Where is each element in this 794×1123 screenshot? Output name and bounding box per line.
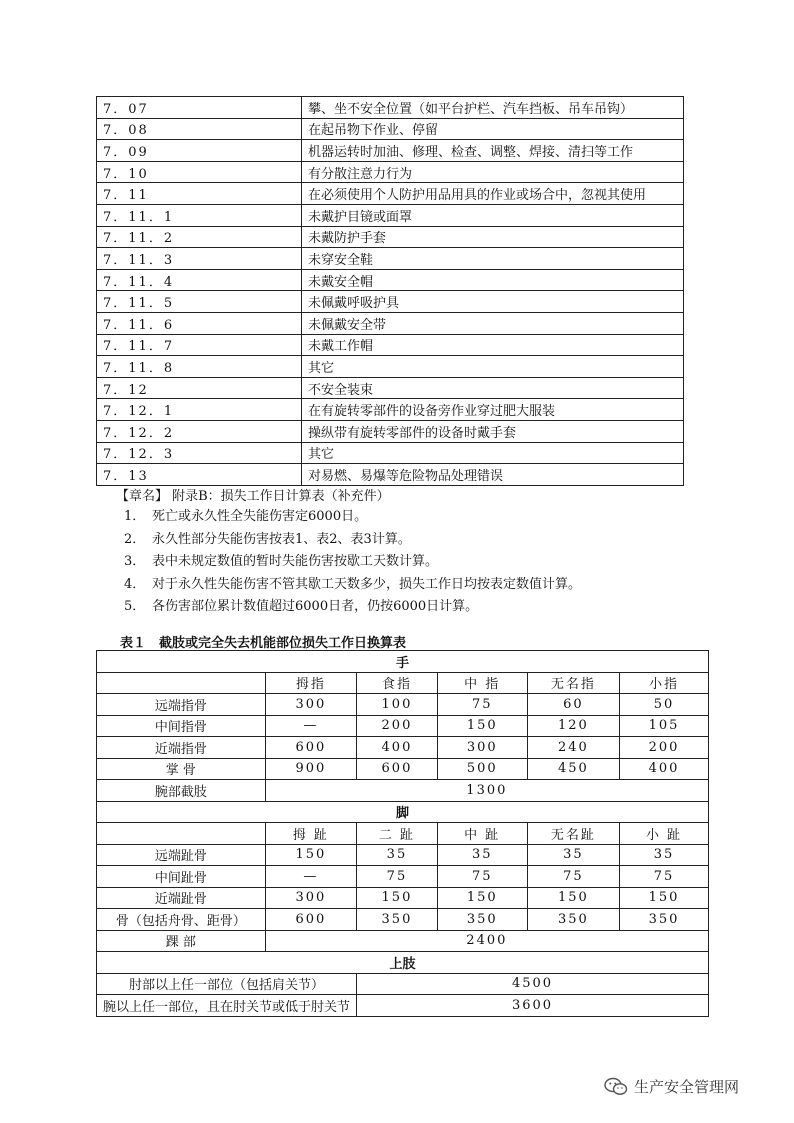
row-label-wrist: 腕部截肢	[97, 780, 266, 802]
row-label: 骨（包括舟骨、距骨）	[97, 909, 266, 931]
code-cell: 7．07	[97, 97, 302, 119]
value-cell: —	[265, 866, 356, 888]
note-item: 4． 对于永久性失能伤害不管其歇工天数多少，损失工作日均按表定数值计算。	[124, 576, 582, 592]
header-cell: 中 趾	[437, 823, 527, 845]
description-cell: 有分散注意力行为	[302, 161, 684, 183]
code-cell: 7．12．3	[97, 442, 302, 464]
value-cell: 600	[357, 758, 438, 780]
value-cell: 150	[357, 887, 438, 909]
description-cell: 未戴工作帽	[302, 334, 684, 356]
value-cell: 350	[357, 909, 438, 931]
row-label: 远端指骨	[97, 694, 266, 716]
table-row	[97, 118, 684, 140]
value-cell: 150	[527, 887, 620, 909]
table-row	[97, 204, 684, 226]
row-label-ankle: 踝 部	[97, 930, 266, 952]
header-cell: 拇 趾	[265, 823, 356, 845]
value-cell: 240	[527, 737, 620, 759]
description-cell: 机器运转时加油、修理、检查、调整、焊接、清扫等工作	[302, 140, 684, 162]
note-item: 1． 死亡或永久性全失能伤害定6000日。	[124, 509, 368, 524]
header-cell: 小指	[620, 672, 709, 694]
value-cell: 150	[620, 887, 709, 909]
value-cell: 105	[620, 715, 709, 737]
value-cell: 75	[357, 866, 438, 888]
table-row	[97, 780, 709, 802]
description-cell: 未戴防护手套	[302, 226, 684, 248]
value-cell: 35	[437, 844, 527, 866]
table-row	[97, 909, 709, 931]
description-cell: 未戴护目镜或面罩	[302, 204, 684, 226]
code-cell: 7．11．6	[97, 312, 302, 334]
value-cell: 50	[620, 694, 709, 716]
table-row	[97, 737, 709, 759]
section-title-hand: 手	[97, 651, 709, 673]
description-cell: 操纵带有旋转零部件的设备时戴手套	[302, 420, 684, 442]
value-cell: 600	[265, 909, 356, 931]
chapter-heading: 【章名】 附录B：损失工作日计算表（补充件）	[116, 489, 390, 504]
value-cell: 75	[527, 866, 620, 888]
description-cell: 不安全装束	[302, 377, 684, 399]
table-row	[97, 887, 709, 909]
description-cell: 在有旋转零部件的设备旁作业穿过肥大服装	[302, 399, 684, 421]
table-row	[97, 995, 709, 1017]
code-cell: 7．11．8	[97, 356, 302, 378]
code-cell: 7．09	[97, 140, 302, 162]
section-row-upper-limb	[97, 952, 709, 974]
table-row	[97, 183, 684, 205]
table-row	[97, 694, 709, 716]
value-cell: 450	[527, 758, 620, 780]
table-row	[97, 161, 684, 183]
header-cell-empty	[97, 672, 266, 694]
row-label: 近端趾骨	[97, 887, 266, 909]
watermark-text: 生产安全管理网	[634, 1078, 740, 1096]
watermark	[604, 1076, 739, 1097]
description-cell: 未佩戴呼吸护具	[302, 291, 684, 313]
table-row	[97, 399, 684, 421]
table1-caption: 表１ 截肢或完全失去机能部位损失工作日换算表	[120, 636, 407, 651]
value-cell-ankle: 2400	[265, 930, 708, 952]
table-header-row	[97, 672, 709, 694]
table-row	[97, 973, 709, 995]
header-cell: 食指	[357, 672, 438, 694]
value-cell: 200	[620, 737, 709, 759]
value-cell: 900	[265, 758, 356, 780]
row-label: 近端指骨	[97, 737, 266, 759]
unsafe-action-code-table	[96, 96, 684, 486]
note-item: 2． 永久性部分失能伤害按表1、表2、表3计算。	[124, 531, 411, 547]
note-item: 5． 各伤害部位累计数值超过6000日者，仍按6000日计算。	[124, 599, 479, 614]
table-row	[97, 226, 684, 248]
code-cell: 7．11．5	[97, 291, 302, 313]
row-label: 掌 骨	[97, 758, 266, 780]
code-cell: 7．10	[97, 161, 302, 183]
row-label: 远端趾骨	[97, 844, 266, 866]
description-cell: 未佩戴安全带	[302, 312, 684, 334]
header-cell: 小 趾	[620, 823, 709, 845]
description-cell: 对易燃、易爆等危险物品处理错误	[302, 464, 684, 486]
value-cell: 35	[527, 844, 620, 866]
code-cell: 7．12	[97, 377, 302, 399]
description-cell: 其它	[302, 356, 684, 378]
lost-workday-table	[96, 650, 709, 1017]
code-cell: 7．08	[97, 118, 302, 140]
header-cell: 无名指	[527, 672, 620, 694]
header-cell: 无名趾	[527, 823, 620, 845]
table-row	[97, 248, 684, 270]
row-label: 腕以上任一部位，且在肘关节或低于肘关节	[97, 995, 357, 1017]
value-cell: —	[265, 715, 356, 737]
header-cell: 中 指	[437, 672, 527, 694]
table-row	[97, 334, 684, 356]
header-cell-empty	[97, 823, 266, 845]
note-item: 3． 表中未规定数值的暂时失能伤害按歇工天数计算。	[124, 554, 439, 569]
table-row	[97, 715, 709, 737]
value-cell: 120	[527, 715, 620, 737]
value-cell: 4500	[357, 973, 709, 995]
row-label: 肘部以上任一部位（包括肩关节）	[97, 973, 357, 995]
table-row	[97, 464, 684, 486]
code-cell: 7．11．3	[97, 248, 302, 270]
value-cell: 75	[620, 866, 709, 888]
header-cell: 二 趾	[357, 823, 438, 845]
code-cell: 7．11．7	[97, 334, 302, 356]
code-cell: 7．12．2	[97, 420, 302, 442]
code-cell: 7．11．2	[97, 226, 302, 248]
value-cell: 300	[265, 887, 356, 909]
table-row	[97, 758, 709, 780]
value-cell: 300	[265, 694, 356, 716]
value-cell: 100	[357, 694, 438, 716]
code-cell: 7．13	[97, 464, 302, 486]
description-cell: 未戴安全帽	[302, 269, 684, 291]
table-row	[97, 291, 684, 313]
table-row	[97, 97, 684, 119]
value-cell: 3600	[357, 995, 709, 1017]
header-cell: 拇指	[265, 672, 356, 694]
value-cell: 75	[437, 866, 527, 888]
code-cell: 7．11	[97, 183, 302, 205]
description-cell: 在起吊物下作业、停留	[302, 118, 684, 140]
value-cell: 600	[265, 737, 356, 759]
value-cell: 60	[527, 694, 620, 716]
description-cell: 攀、坐不安全位置（如平台护栏、汽车挡板、吊车吊钩）	[302, 97, 684, 119]
table-row	[97, 866, 709, 888]
value-cell: 150	[437, 887, 527, 909]
value-cell: 350	[437, 909, 527, 931]
table-row	[97, 420, 684, 442]
value-cell: 350	[620, 909, 709, 931]
value-cell: 350	[527, 909, 620, 931]
row-label: 中间指骨	[97, 715, 266, 737]
value-cell: 400	[357, 737, 438, 759]
table-row	[97, 312, 684, 334]
table-row	[97, 442, 684, 464]
section-title-upper-limb: 上肢	[97, 952, 709, 974]
value-cell: 150	[437, 715, 527, 737]
section-row-hand	[97, 651, 709, 673]
value-cell: 150	[265, 844, 356, 866]
value-cell: 75	[437, 694, 527, 716]
table-row	[97, 140, 684, 162]
value-cell: 200	[357, 715, 438, 737]
table-row	[97, 269, 684, 291]
section-title-foot: 脚	[97, 801, 709, 823]
code-cell: 7．11．1	[97, 204, 302, 226]
code-cell: 7．11．4	[97, 269, 302, 291]
description-cell: 未穿安全鞋	[302, 248, 684, 270]
table-row	[97, 377, 684, 399]
description-cell: 其它	[302, 442, 684, 464]
value-cell-wrist: 1300	[265, 780, 708, 802]
wechat-icon	[604, 1077, 628, 1097]
section-row-foot	[97, 801, 709, 823]
code-cell: 7．12．1	[97, 399, 302, 421]
row-label: 中间趾骨	[97, 866, 266, 888]
value-cell: 300	[437, 737, 527, 759]
table-row	[97, 356, 684, 378]
notes-list	[124, 507, 581, 620]
table-row	[97, 844, 709, 866]
value-cell: 400	[620, 758, 709, 780]
value-cell: 35	[357, 844, 438, 866]
value-cell: 500	[437, 758, 527, 780]
table-row	[97, 930, 709, 952]
description-cell: 在必须使用个人防护用品用具的作业或场合中，忽视其使用	[302, 183, 684, 205]
value-cell: 35	[620, 844, 709, 866]
table-header-row	[97, 823, 709, 845]
